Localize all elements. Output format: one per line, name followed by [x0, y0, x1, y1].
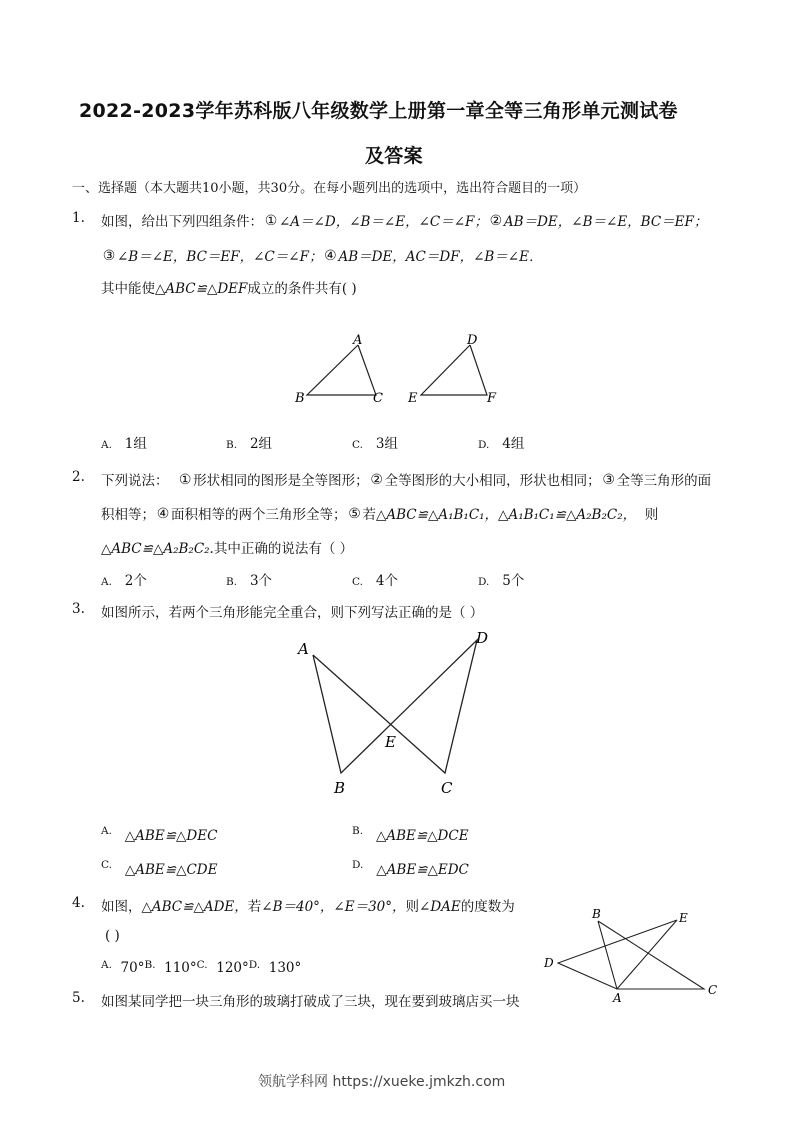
q1-option-c[interactable] [352, 432, 398, 452]
q1-intro: 如图，给出下列四组条件： [101, 214, 263, 230]
q4-post: 的度数为 [460, 899, 515, 915]
q2-option-b-letter: B. [226, 576, 238, 588]
q3-text: 如图所示，若两个三角形能完全重合，则下列写法正确的是（ ） [101, 605, 484, 621]
q2-option-a[interactable] [101, 569, 147, 589]
q3-option-a-letter: A. [101, 825, 112, 837]
q1-option-b-value: 2 [249, 436, 259, 452]
q3-label-A: A [298, 640, 309, 658]
q1-option-b-letter: B. [226, 439, 238, 451]
q1-label-B: B [295, 391, 305, 406]
q2-mark-1: ① [178, 472, 192, 488]
q2-ask: 其中正确的说法有（ ） [213, 541, 354, 557]
page-footer: 领航学科网 https://xueke.jmkzh.com [258, 1074, 506, 1090]
q4-pre: 如图， [101, 899, 142, 915]
q2-statement-5-math: △ABC≌△A₁B₁C₁，△A₁B₁C₁≌△A₂B₂C₂， [376, 507, 637, 523]
q4-paren: ( ) [105, 928, 120, 944]
q4-options [101, 960, 301, 976]
q2-line1 [101, 469, 711, 489]
q2-option-d-unit: 个 [510, 573, 525, 589]
q2-mark-4: ④ [156, 506, 170, 522]
q2-intro: 下列说法： [101, 473, 169, 489]
q2-option-d-letter: D. [478, 576, 490, 588]
q4-option-d[interactable] [249, 960, 302, 976]
q2-option-a-value: 2 [124, 573, 134, 589]
q4-math-target: ∠DAE [419, 899, 461, 915]
q4-option-b-value: 110° [164, 960, 197, 976]
q2-option-a-unit: 个 [133, 573, 147, 589]
q1-label-A: A [353, 333, 363, 348]
q2-number: 2. [72, 469, 85, 485]
q2-option-b-unit: 个 [258, 573, 273, 589]
q2-statement-5-pre: 若 [362, 507, 376, 523]
q4-label-C: C [708, 983, 718, 997]
q5-text: 如图某同学把一块三角形的玻璃打破成了三块，现在要到玻璃店买一块 [101, 994, 520, 1010]
q2-option-c-unit: 个 [384, 573, 398, 589]
q3-label-D: D [476, 629, 489, 647]
q1-condition-2: AB＝DE，∠B＝∠E，BC＝EF； [503, 214, 708, 230]
q4-option-c-letter: C. [196, 959, 208, 971]
q3-option-b[interactable] [352, 825, 469, 844]
q2-statement-3: 全等三角形的面 [616, 473, 712, 489]
q1-line1 [101, 210, 707, 230]
q4-option-a-letter: A. [101, 959, 112, 971]
q2-line2 [101, 503, 658, 523]
q1-label-F: F [487, 391, 497, 406]
q1-option-b-unit: 组 [258, 436, 273, 452]
q4-label-E: E [679, 911, 688, 925]
q3-label-E: E [385, 733, 396, 751]
q4-option-b-letter: B. [144, 959, 156, 971]
q1-option-a[interactable] [101, 432, 147, 452]
q4-option-c[interactable] [197, 960, 249, 976]
q2-statement-4: 面积相等的两个三角形全等； [171, 507, 347, 523]
q4-mid2: 则 [405, 899, 420, 915]
q4-option-b[interactable] [144, 960, 196, 976]
q4-line1 [101, 895, 515, 915]
q1-option-d[interactable] [478, 432, 524, 452]
q4-figure [540, 905, 730, 1005]
q5-number: 5. [72, 990, 85, 1006]
q1-line2 [101, 245, 542, 265]
q2-option-a-letter: A. [101, 576, 112, 588]
q4-option-d-letter: D. [248, 959, 261, 971]
q3-figure [290, 625, 500, 805]
q1-option-c-unit: 组 [384, 436, 398, 452]
q1-mark-4: ④ [324, 248, 337, 264]
q1-condition-1: ∠A＝∠D，∠B＝∠E，∠C＝∠F； [279, 214, 488, 230]
q1-ask-post: 成立的条件共有( ) [247, 281, 357, 297]
q1-mark-3: ③ [102, 248, 116, 264]
q2-option-c[interactable] [352, 569, 398, 589]
q4-mid: 若 [247, 899, 262, 915]
q1-option-d-unit: 组 [510, 436, 525, 452]
q3-option-b-value: △ABE≌△DCE [375, 828, 469, 844]
q4-label-B: B [592, 907, 601, 921]
q2-option-c-value: 4 [375, 573, 385, 589]
q1-number: 1. [72, 210, 85, 226]
q4-option-a[interactable] [101, 960, 144, 976]
q2-option-d[interactable] [478, 569, 524, 589]
q1-label-C: C [373, 391, 383, 406]
q1-option-d-value: 4 [502, 436, 511, 452]
q2-statement-3b: 积相等； [101, 507, 155, 523]
q1-option-d-letter: D. [478, 439, 490, 451]
q1-option-a-value: 1 [124, 436, 134, 452]
q4-option-c-value: 120° [216, 960, 249, 976]
q3-label-B: B [334, 779, 346, 797]
q3-option-d-letter: D. [352, 859, 364, 871]
q1-label-D: D [467, 333, 478, 348]
q4-option-a-value: 70° [120, 960, 145, 976]
q2-statement-2: 全等图形的大小相同，形状也相同； [384, 473, 601, 489]
q3-option-d[interactable] [352, 859, 469, 878]
q1-condition-4: AB＝DE，AC＝DF，∠B＝∠E． [338, 249, 543, 265]
q3-option-b-letter: B. [352, 825, 364, 837]
q1-ask-math: △ABC≌△DEF [155, 281, 248, 297]
q4-option-d-value: 130° [268, 960, 302, 976]
q1-figure [290, 330, 505, 410]
q1-label-E: E [408, 391, 418, 406]
q3-option-a[interactable] [101, 825, 218, 844]
q3-option-d-value: △ABE≌△EDC [376, 862, 469, 878]
q1-ask-pre: 其中能使 [101, 281, 155, 297]
page-title-line2: 及答案 [365, 145, 423, 167]
q3-option-c-letter: C. [101, 859, 112, 871]
q2-conclusion-math: △ABC≌△A₂B₂C₂. [101, 541, 214, 557]
q2-statement-5-post: 则 [644, 507, 659, 523]
q1-option-c-value: 3 [375, 436, 385, 452]
q4-math-angles: ∠B＝40°，∠E＝30°， [261, 899, 406, 915]
q2-mark-3: ③ [602, 472, 615, 488]
page-title-line1: 2022-2023学年苏科版八年级数学上册第一章全等三角形单元测试卷 [79, 100, 678, 122]
q1-mark-1: ① [264, 213, 278, 229]
q2-option-d-value: 5 [502, 573, 511, 589]
q2-statement-1: 形状相同的图形是全等图形； [193, 473, 369, 489]
q1-option-b[interactable] [226, 432, 272, 452]
q3-label-C: C [441, 779, 453, 797]
q4-label-A: A [613, 991, 622, 1005]
q2-option-c-letter: C. [352, 576, 363, 588]
q4-number: 4. [72, 895, 85, 911]
q1-mark-2: ② [489, 213, 503, 229]
q2-mark-5: ⑤ [348, 506, 361, 522]
q4-math-congruence: △ABC≌△ADE， [141, 899, 248, 915]
q3-number: 3. [72, 601, 85, 617]
q3-option-a-value: △ABE≌△DEC [124, 828, 218, 844]
q3-option-c[interactable] [101, 859, 218, 878]
q1-option-a-letter: A. [101, 439, 112, 451]
q3-option-c-value: △ABE≌△CDE [124, 862, 218, 878]
q2-mark-2: ② [370, 472, 383, 488]
q2-option-b-value: 3 [249, 573, 259, 589]
q2-option-b[interactable] [226, 569, 272, 589]
q4-label-D: D [544, 956, 554, 970]
q1-condition-3: ∠B＝∠E，BC＝EF，∠C＝∠F； [117, 249, 323, 265]
q2-line3 [101, 537, 353, 557]
q1-option-a-unit: 组 [133, 436, 147, 452]
q1-option-c-letter: C. [352, 439, 363, 451]
section-heading: 一、选择题（本大题共10小题，共30分。在每小题列出的选项中，选出符合题目的一项） [72, 181, 587, 196]
q1-line3 [101, 277, 357, 297]
